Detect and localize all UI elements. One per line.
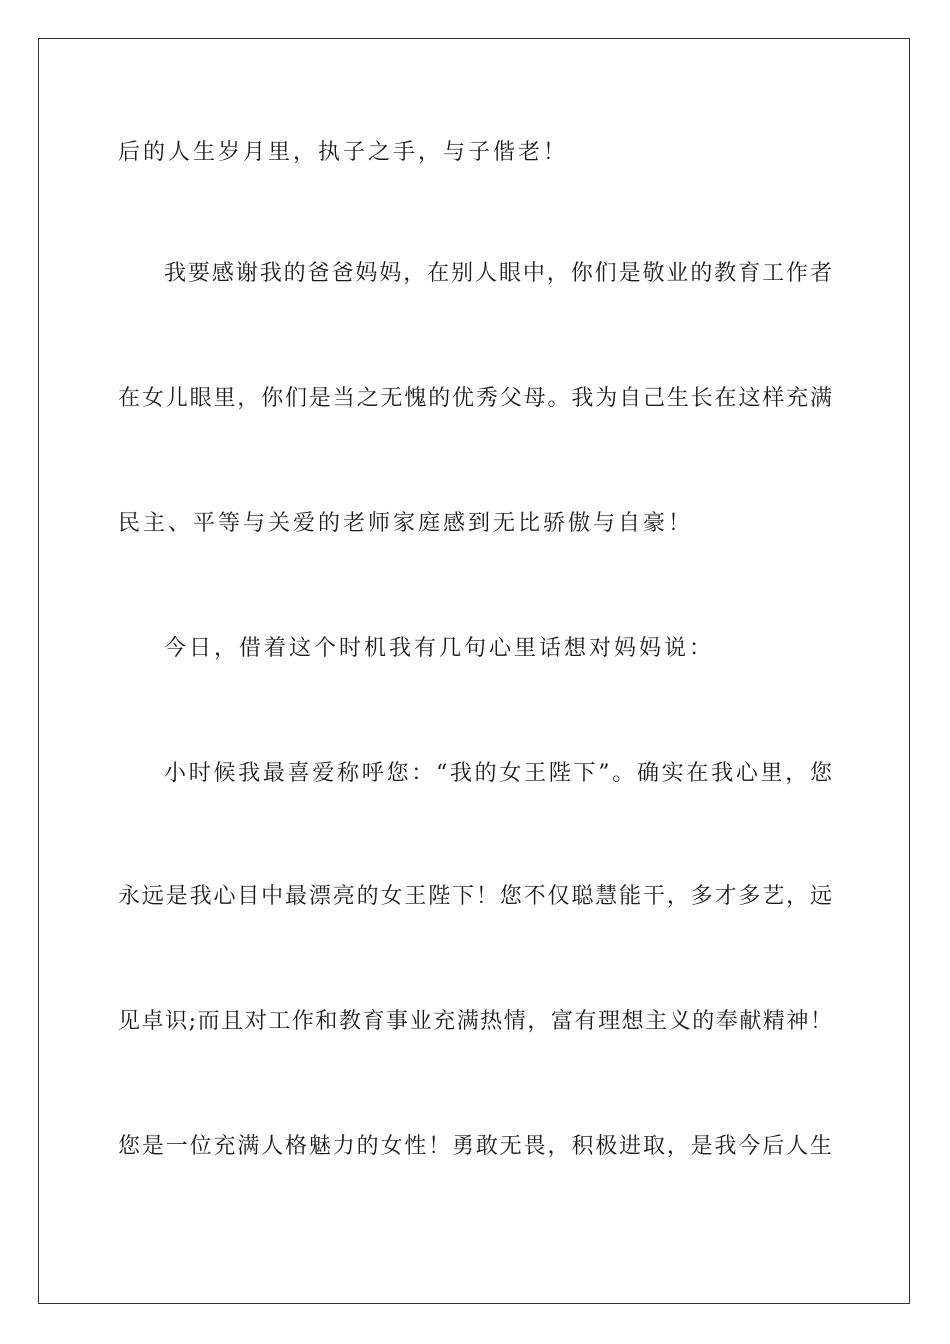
text-line-5: 今日，借着这个时机我有几句心里话想对妈妈说：	[164, 636, 715, 661]
page-border	[38, 38, 910, 1304]
text-line-1: 后的人生岁月里，执子之手，与子偕老！	[118, 140, 569, 165]
text-line-3: 在女儿眼里，你们是当之无愧的优秀父母。我为自己生长在这样充满	[118, 386, 832, 411]
text-line-8: 见卓识;而且对工作和教育事业充满热情，富有理想主义的奉献精神！	[118, 1009, 832, 1034]
text-line-9: 您是一位充满人格魅力的女性！勇敢无畏，积极进取，是我今后人生	[118, 1134, 832, 1159]
text-line-2: 我要感谢我的爸爸妈妈，在别人眼中，你们是敬业的教育工作者	[164, 261, 832, 286]
text-line-4: 民主、平等与关爱的老师家庭感到无比骄傲与自豪！	[118, 511, 694, 536]
text-line-7: 永远是我心目中最漂亮的女王陛下！您不仅聪慧能干，多才多艺，远	[118, 884, 832, 909]
text-line-6: 小时候我最喜爱称呼您：“我的女王陛下”。确实在我心里，您	[164, 761, 832, 786]
